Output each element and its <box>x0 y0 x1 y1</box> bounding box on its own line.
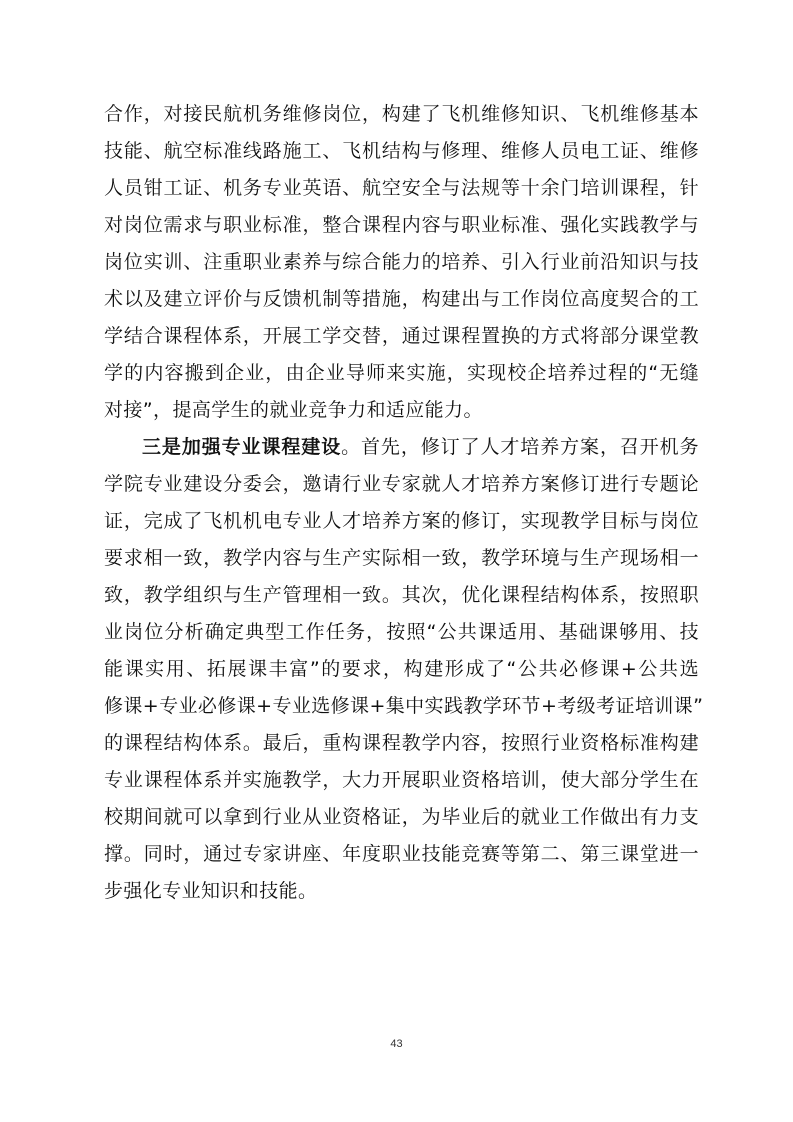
text-line: 岗位实训、注重职业素养与综合能力的培养、引入行业前沿知识与技 <box>104 251 699 273</box>
text-line: 学的内容搬到企业，由企业导师来实施，实现校企培养过程的“无缝 <box>104 362 699 384</box>
document-body <box>104 96 704 910</box>
text-line: 的课程结构体系。最后，重构课程教学内容，按照行业资格标准构建 <box>104 732 699 754</box>
text-line: 修课+专业必修课+专业选修课+集中实践教学环节+考级考证培训课” <box>104 695 704 717</box>
text-line: 致，教学组织与生产管理相一致。其次，优化课程结构体系，按照职 <box>104 584 699 606</box>
text-line: 业岗位分析确定典型工作任务，按照“公共课适用、基础课够用、技 <box>104 621 699 643</box>
section-heading: 三是加强专业课程建设 <box>142 436 342 458</box>
text-line: 学院专业建设分委会，邀请行业专家就人才培养方案修订进行专题论 <box>104 473 699 495</box>
text-line: 术以及建立评价与反馈机制等措施，构建出与工作岗位高度契合的工 <box>104 288 699 310</box>
page-number: 43 <box>390 1038 403 1050</box>
text-line: 人员钳工证、机务专业英语、航空安全与法规等十余门培训课程，针 <box>104 177 699 199</box>
text-line: 技能、航空标准线路施工、飞机结构与修理、维修人员电工证、维修 <box>104 140 699 162</box>
text-line: 步强化专业知识和技能。 <box>104 880 318 902</box>
text-run: 。首先，修订了人才培养方案，召开机务 <box>341 436 699 458</box>
text-line: 证，完成了飞机机电专业人才培养方案的修订，实现教学目标与岗位 <box>104 510 699 532</box>
text-line: 合作，对接民航机务维修岗位，构建了飞机维修知识、飞机维修基本 <box>104 103 699 125</box>
text-line: 专业课程体系并实施教学，大力开展职业资格培训，使大部分学生在 <box>104 769 699 791</box>
text-line: 学结合课程体系，开展工学交替，通过课程置换的方式将部分课堂教 <box>104 325 699 347</box>
paragraph-1 <box>104 96 699 429</box>
text-line: 对接”，提高学生的就业竞争力和适应能力。 <box>104 399 483 421</box>
text-line: 要求相一致，教学内容与生产实际相一致，教学环境与生产现场相一 <box>104 547 699 569</box>
text-line: 对岗位需求与职业标准，整合课程内容与职业标准、强化实践教学与 <box>104 214 699 236</box>
text-line: 能课实用、拓展课丰富”的要求，构建形成了“公共必修课+公共选 <box>104 658 699 680</box>
text-line: 校期间就可以拿到行业从业资格证，为毕业后的就业工作做出有力支 <box>104 806 699 828</box>
paragraph-first-line <box>104 429 699 466</box>
text-line: 撑。同时，通过专家讲座、年度职业技能竞赛等第二、第三课堂进一 <box>104 843 699 865</box>
paragraph-2 <box>104 429 704 910</box>
